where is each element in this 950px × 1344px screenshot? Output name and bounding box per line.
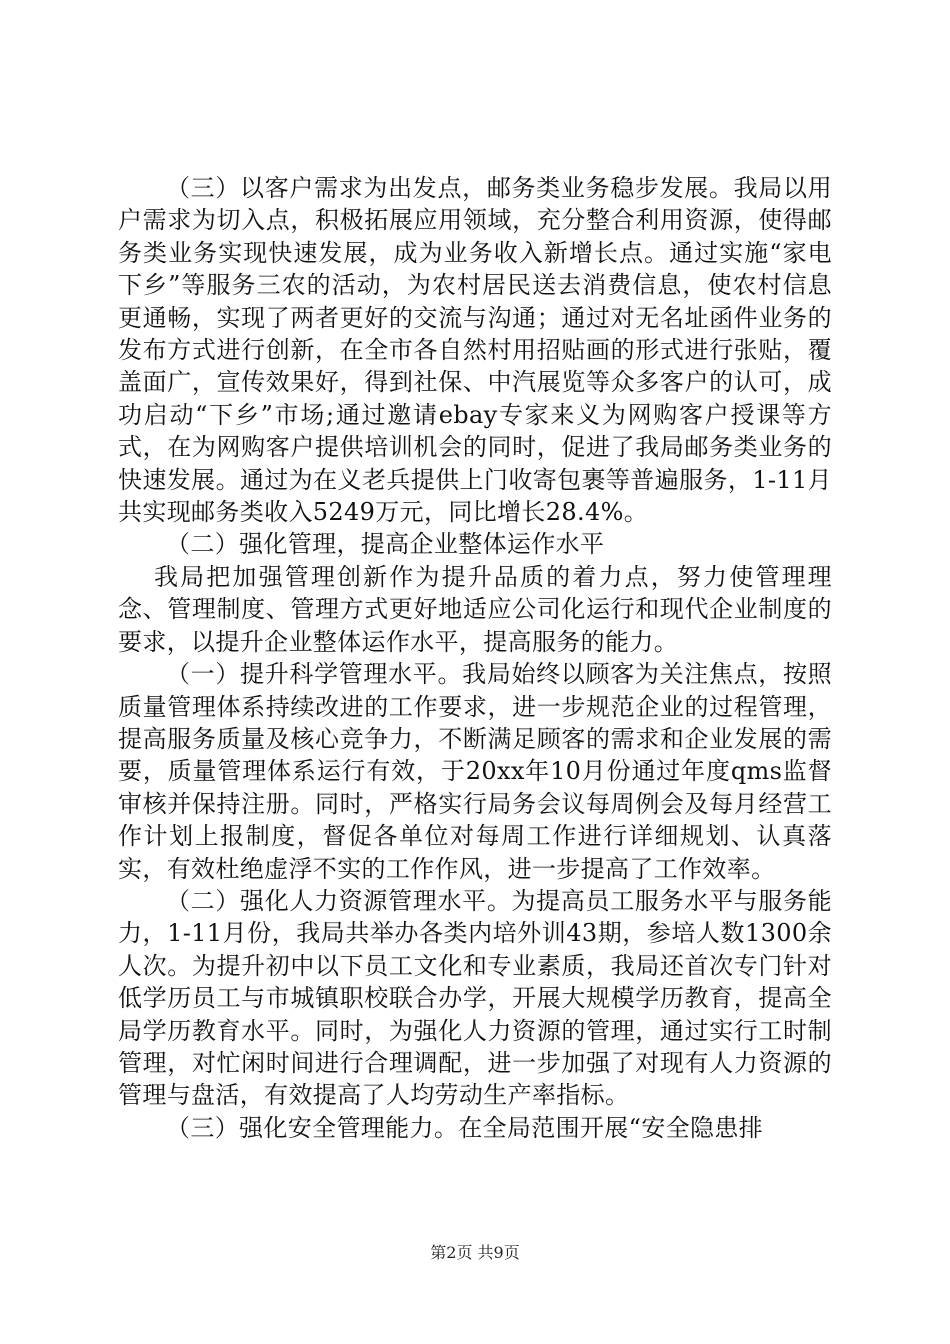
document-body [118,172,832,1144]
section-heading-management: （二）强化管理，提高企业整体运作水平 [166,530,605,559]
paragraph-scientific-management: （一）提升科学管理水平。我局始终以顾客为关注焦点，按照质量管理体系持续改进的工作要求，进一步规范企业的过程管理，提高服务质量及核心竞争力，不断满足顾客的需求和企业发展的需要，质量管理体系运行有效，于20xx年10月份通过年度qms监督审核并保持注册。同时，严格实行局务会议每周例会及每月经营工作计划上报制度，督促各单位对每周工作进行详细规划、认真落实，有效杜绝虚浮不实的工作作风，进一步提高了工作效率。 [118,660,832,883]
paragraph-management-intro: 我局把加强管理创新作为提升品质的着力点，努力使管理理念、管理制度、管理方式更好地适应公司化运行和现代企业制度的要求，以提升企业整体运作水平，提高服务的能力。 [118,562,832,656]
page-footer [0,1243,950,1263]
paragraph-safety-management: （三）强化安全管理能力。在全局范围开展“安全隐患排 [166,1113,764,1142]
page-number-label: 第2页 共9页 [430,1243,520,1262]
paragraph-human-resources: （二）强化人力资源管理水平。为提高员工服务水平与服务能力，1-11月份，我局共举办各类内培外训43期，参培人数1300余人次。为提升初中以下员工文化和专业素质，我局还首次专门针对低学历员工与市城镇职校联合办学，开展大规模学历教育，提高全局学历教育水平。同时，为强化人力资源的管理，通过实行工时制管理，对忙闲时间进行合理调配，进一步加强了对现有人力资源的管理与盘活，有效提高了人均劳动生产率指标。 [118,886,832,1110]
paragraph-postal-business: （三）以客户需求为出发点，邮务类业务稳步发展。我局以用户需求为切入点，积极拓展应用领域，充分整合利用资源，使得邮务类业务实现快速发展，成为业务收入新增长点。通过实施“家电下乡”等服务三农的活动，为农村居民送去消费信息，使农村信息更通畅，实现了两者更好的交流与沟通；通过对无名址函件业务的发布方式进行创新，在全市各自然村用招贴画的形式进行张贴，覆盖面广，宣传效果好，得到社保、中汽展览等众多客户的认可，成功启动“下乡”市场;通过邀请ebay专家来义为网购客户授课等方式，在为网购客户提供培训机会的同时，促进了我局邮务类业务的快速发展。通过为在义老兵提供上门收寄包裹等普遍服务，1-11月共实现邮务类收入5249万元，同比增长28.4%。 [118,174,832,527]
